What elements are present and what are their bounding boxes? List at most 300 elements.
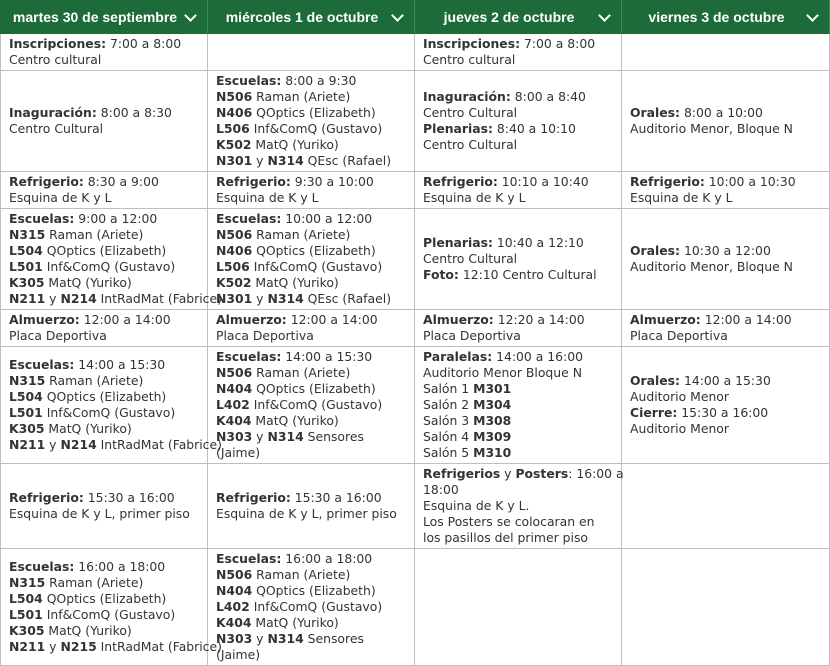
cell-text: Raman (Ariete) (252, 365, 351, 380)
cell-line (630, 373, 821, 389)
schedule-cell (622, 549, 830, 666)
schedule-cell (415, 549, 622, 666)
bold-label: Paralelas: (423, 349, 493, 364)
cell-text: Salón 5 (423, 445, 474, 460)
cell-line (216, 490, 406, 506)
schedule-cell (622, 71, 830, 172)
bold-label: Almuerzo: (423, 312, 494, 327)
cell-text: Esquina de K y L (630, 190, 733, 205)
cell-line (630, 259, 821, 275)
bold-label: N214 (60, 291, 97, 306)
cell-text: 14:00 a 15:30 (74, 357, 166, 372)
bold-label: M309 (473, 429, 512, 444)
cell-text: 14:00 a 15:30 (680, 373, 771, 388)
bold-label: L504 (9, 591, 43, 606)
cell-line (9, 275, 199, 291)
cell-text: y (45, 437, 61, 452)
bold-label: N215 (60, 639, 97, 654)
bold-label: K404 (216, 413, 252, 428)
cell-text: y (45, 291, 61, 306)
cell-line (9, 506, 199, 522)
schedule-cell (1, 310, 208, 347)
cell-text: MatQ (Yuriko) (44, 623, 132, 638)
cell-text: 8:00 a 10:00 (680, 105, 763, 120)
bold-label: K502 (216, 137, 252, 152)
cell-text: IntRadMat (Fabrice) (96, 639, 222, 654)
cell-text: Salón 1 (423, 381, 474, 396)
cell-text: QOptics (Elizabeth) (252, 243, 376, 258)
cell-line (630, 389, 821, 405)
cell-text: 7:00 a 8:00 (520, 36, 596, 51)
bold-label: N303 (216, 429, 253, 444)
schedule-cell (415, 172, 622, 209)
table-row (1, 464, 830, 549)
table-row (1, 347, 830, 464)
cell-text: 12:00 a 14:00 (700, 312, 792, 327)
cell-text: Inf&ComQ (Gustavo) (42, 259, 176, 274)
schedule-body (1, 34, 830, 666)
cell-line (216, 137, 406, 153)
cell-line (9, 36, 199, 52)
cell-line (216, 227, 406, 243)
bold-label: Posters (515, 466, 569, 481)
bold-label: Almuerzo: (216, 312, 287, 327)
schedule-cell (415, 34, 622, 71)
cell-line (9, 421, 199, 437)
bold-label: Escuelas: (9, 559, 75, 574)
cell-text: 9:00 a 12:00 (74, 211, 158, 226)
cell-line (9, 211, 199, 227)
chevron-down-icon[interactable] (806, 9, 819, 22)
cell-text: Auditorio Menor (630, 421, 729, 436)
cell-text: Esquina de K y L, primer piso (9, 506, 190, 521)
schedule-cell (1, 71, 208, 172)
cell-text: IntRadMat (Fabrice) (96, 291, 222, 306)
bold-label: N406 (216, 105, 253, 120)
cell-line (9, 291, 222, 307)
cell-line (216, 291, 406, 307)
bold-label: L501 (9, 607, 43, 622)
bold-label: Plenarias: (423, 121, 493, 136)
cell-text: Raman (Ariete) (45, 575, 144, 590)
schedule-cell (415, 209, 622, 310)
cell-text: Inf&ComQ (Gustavo) (42, 607, 176, 622)
cell-line (9, 623, 199, 639)
bold-label: M308 (473, 413, 512, 428)
schedule-cell (622, 464, 830, 549)
day-header-tuesday[interactable] (1, 1, 208, 34)
bold-label: L501 (9, 405, 43, 420)
cell-line (216, 429, 406, 445)
cell-text: Esquina de K y L (423, 190, 526, 205)
cell-line (216, 647, 406, 663)
cell-line (423, 52, 613, 68)
bold-label: K404 (216, 615, 252, 630)
cell-line (423, 349, 613, 365)
cell-text: QOptics (Elizabeth) (42, 389, 167, 404)
chevron-down-icon[interactable] (598, 9, 611, 22)
cell-text: MatQ (Yuriko) (44, 275, 132, 290)
cell-text: Sensores (303, 429, 364, 444)
cell-line (216, 615, 406, 631)
bold-label: K305 (9, 623, 45, 638)
cell-text: 16:00 a 18:00 (281, 551, 373, 566)
cell-line (216, 365, 406, 381)
cell-line (423, 397, 613, 413)
schedule-cell (1, 347, 222, 464)
cell-text: 10:10 a 10:40 (497, 174, 589, 189)
cell-text: Sensores (303, 631, 364, 646)
cell-text: Placa Deportiva (630, 328, 728, 343)
bold-label: Escuelas: (9, 357, 75, 372)
bold-label: K502 (216, 275, 252, 290)
cell-line (9, 639, 222, 655)
schedule-cell (622, 34, 830, 71)
cell-text: Centro cultural (423, 52, 516, 67)
schedule-cell (1, 172, 208, 209)
cell-line (423, 466, 624, 482)
cell-line (423, 530, 613, 546)
bold-label: N314 (267, 631, 304, 646)
bold-label: N315 (9, 575, 46, 590)
cell-line (216, 190, 406, 206)
schedule-cell (208, 34, 415, 71)
cell-text: MatQ (Yuriko) (251, 413, 339, 428)
cell-line (216, 397, 406, 413)
bold-label: L504 (9, 243, 43, 258)
cell-line (9, 259, 199, 275)
cell-line (9, 575, 199, 591)
bold-label: Refrigerio: (216, 490, 291, 505)
cell-line (216, 413, 406, 429)
cell-line (9, 437, 222, 453)
cell-line (216, 583, 406, 599)
cell-line (423, 174, 613, 190)
bold-label: Escuelas: (9, 211, 75, 226)
cell-text: Centro Cultural (423, 105, 518, 120)
bold-label: Orales: (630, 105, 680, 120)
schedule-cell (208, 172, 415, 209)
cell-line (9, 591, 199, 607)
bold-label: N506 (216, 227, 253, 242)
schedule-cell (622, 172, 830, 209)
cell-line (423, 137, 613, 153)
cell-text: 10:00 a 10:30 (704, 174, 796, 189)
cell-text: Placa Deportiva (9, 328, 107, 343)
bold-label: L504 (9, 389, 43, 404)
cell-line (630, 105, 821, 121)
bold-label: Refrigerio: (423, 174, 498, 189)
bold-label: N214 (60, 437, 97, 452)
cell-line (423, 498, 613, 514)
cell-text: Raman (Ariete) (45, 227, 144, 242)
bold-label: Cierre: (630, 405, 678, 420)
cell-text: MatQ (Yuriko) (251, 615, 339, 630)
bold-label: N314 (267, 153, 304, 168)
cell-text: 8:30 a 9:00 (83, 174, 159, 189)
schedule-cell (208, 549, 415, 666)
cell-line (216, 211, 406, 227)
cell-text: Centro Cultural (9, 121, 104, 136)
cell-text: 8:40 a 10:10 (492, 121, 576, 136)
cell-line (423, 328, 613, 344)
cell-text: 18:00 (423, 482, 459, 497)
cell-text: MatQ (Yuriko) (251, 137, 339, 152)
cell-line (216, 506, 406, 522)
cell-line (9, 607, 199, 623)
cell-text: Centro Cultural (423, 137, 518, 152)
bold-label: N301 (216, 291, 253, 306)
cell-line (216, 551, 406, 567)
bold-label: N301 (216, 153, 253, 168)
cell-text: Esquina de K y L. (423, 498, 530, 513)
cell-line (216, 243, 406, 259)
cell-text: Placa Deportiva (216, 328, 314, 343)
cell-line (423, 445, 613, 461)
cell-text: Raman (Ariete) (252, 227, 351, 242)
cell-text: Centro cultural (9, 52, 102, 67)
bold-label: Refrigerios (423, 466, 501, 481)
cell-text: Esquina de K y L (9, 190, 112, 205)
cell-text: 14:00 a 16:00 (492, 349, 583, 364)
cell-line (9, 52, 199, 68)
cell-line (423, 235, 613, 251)
bold-label: Escuelas: (216, 551, 282, 566)
cell-line (216, 259, 406, 275)
cell-line (9, 312, 199, 328)
bold-label: Almuerzo: (9, 312, 80, 327)
cell-text: 16:00 a 18:00 (74, 559, 166, 574)
cell-line (423, 365, 613, 381)
cell-text: 8:00 a 8:40 (510, 89, 586, 104)
cell-line (9, 174, 199, 190)
cell-line (9, 389, 199, 405)
cell-line (423, 89, 613, 105)
bold-label: N506 (216, 567, 253, 582)
table-row (1, 549, 830, 666)
cell-line (630, 121, 821, 137)
schedule-cell (208, 310, 415, 347)
cell-text: 10:40 a 12:10 (492, 235, 584, 250)
bold-label: Foto: (423, 267, 459, 282)
cell-line (423, 482, 613, 498)
bold-label: Refrigerio: (9, 490, 84, 505)
cell-text: 8:00 a 8:30 (96, 105, 172, 120)
cell-line (630, 328, 821, 344)
schedule-header (1, 1, 830, 34)
schedule-cell (208, 71, 415, 172)
bold-label: Orales: (630, 373, 680, 388)
cell-line (423, 105, 613, 121)
cell-text: Placa Deportiva (423, 328, 521, 343)
cell-text: Inf&ComQ (Gustavo) (249, 397, 383, 412)
bold-label: Refrigerio: (9, 174, 84, 189)
cell-line (9, 559, 199, 575)
cell-text: Raman (Ariete) (45, 373, 144, 388)
cell-line (423, 121, 613, 137)
bold-label: N211 (9, 291, 46, 306)
bold-label: Escuelas: (216, 73, 282, 88)
cell-text: IntRadMat (Fabrice) (96, 437, 222, 452)
cell-text: QOptics (Elizabeth) (252, 583, 376, 598)
schedule-cell (208, 347, 415, 464)
cell-text: 14:00 a 15:30 (281, 349, 373, 364)
bold-label: N211 (9, 437, 46, 452)
cell-text: y (252, 631, 268, 646)
cell-line (423, 190, 613, 206)
cell-text: Auditorio Menor Bloque N (423, 365, 582, 380)
cell-text: 8:00 a 9:30 (281, 73, 357, 88)
cell-text: 15:30 a 16:00 (83, 490, 175, 505)
cell-line (9, 243, 199, 259)
cell-text: MatQ (Yuriko) (44, 421, 132, 436)
cell-text: Salón 4 (423, 429, 474, 444)
day-header-friday[interactable] (622, 1, 830, 34)
cell-line (216, 599, 406, 615)
cell-text: 12:10 Centro Cultural (458, 267, 597, 282)
schedule-cell (415, 464, 622, 549)
cell-line (216, 121, 406, 137)
bold-label: N211 (9, 639, 46, 654)
bold-label: N406 (216, 243, 253, 258)
bold-label: Inscripciones: (423, 36, 521, 51)
cell-line (9, 105, 199, 121)
cell-text: QOptics (Elizabeth) (42, 591, 167, 606)
cell-text: : 16:00 a (568, 466, 624, 481)
cell-text: 10:30 a 12:00 (680, 243, 771, 258)
bold-label: M310 (473, 445, 512, 460)
schedule-cell (208, 464, 415, 549)
cell-line (216, 153, 406, 169)
cell-text: (Jaime) (216, 647, 261, 662)
bold-label: M301 (473, 381, 512, 396)
cell-text: Raman (Ariete) (252, 89, 351, 104)
cell-line (630, 312, 821, 328)
cell-line (630, 174, 821, 190)
cell-line (423, 429, 613, 445)
day-header-thursday[interactable] (415, 1, 622, 34)
cell-text: 15:30 a 16:00 (677, 405, 769, 420)
bold-label: Escuelas: (216, 211, 282, 226)
cell-text: Centro Cultural (423, 251, 518, 266)
cell-text: y (252, 291, 268, 306)
cell-line (216, 445, 406, 461)
cell-text: 7:00 a 8:00 (106, 36, 182, 51)
bold-label: L501 (9, 259, 43, 274)
bold-label: L506 (216, 259, 250, 274)
schedule-cell (415, 71, 622, 172)
schedule-cell (1, 464, 208, 549)
cell-line (9, 227, 199, 243)
cell-text: QOptics (Elizabeth) (252, 105, 376, 120)
bold-label: N314 (267, 291, 304, 306)
cell-line (9, 328, 199, 344)
table-row (1, 310, 830, 347)
cell-line (9, 490, 199, 506)
bold-label: Inscripciones: (9, 36, 107, 51)
cell-line (9, 405, 199, 421)
day-header-label: martes 30 de septiembre (12, 9, 178, 25)
schedule-cell (622, 347, 830, 464)
cell-line (216, 567, 406, 583)
cell-line (9, 121, 199, 137)
table-row (1, 34, 830, 71)
cell-line (630, 190, 821, 206)
bold-label: Almuerzo: (630, 312, 701, 327)
schedule-cell (415, 310, 622, 347)
bold-label: N506 (216, 365, 253, 380)
cell-text: 10:00 a 12:00 (281, 211, 373, 226)
bold-label: L506 (216, 121, 250, 136)
bold-label: Escuelas: (216, 349, 282, 364)
day-header-label: miércoles 1 de octubre (225, 9, 379, 25)
cell-text: (Jaime) (216, 445, 261, 460)
cell-text: 12:00 a 14:00 (286, 312, 378, 327)
cell-text: y (500, 466, 516, 481)
bold-label: L402 (216, 599, 250, 614)
cell-line (630, 243, 821, 259)
bold-label: N506 (216, 89, 253, 104)
table-row (1, 172, 830, 209)
schedule-cell (622, 209, 830, 310)
cell-text: los pasillos del primer piso (423, 530, 588, 545)
cell-line (9, 373, 199, 389)
cell-line (423, 514, 613, 530)
schedule-cell (415, 347, 622, 464)
cell-line (216, 89, 406, 105)
cell-text: Inf&ComQ (Gustavo) (249, 121, 383, 136)
cell-line (423, 36, 613, 52)
cell-text: Salón 2 (423, 397, 474, 412)
cell-line (630, 405, 821, 421)
schedule-cell (1, 34, 208, 71)
bold-label: Refrigerio: (216, 174, 291, 189)
bold-label: N404 (216, 381, 253, 396)
cell-text: QOptics (Elizabeth) (42, 243, 167, 258)
cell-line (216, 174, 406, 190)
cell-text: y (252, 429, 268, 444)
cell-text: Salón 3 (423, 413, 474, 428)
cell-text: Los Posters se colocaran en (423, 514, 595, 529)
table-row (1, 209, 830, 310)
cell-line (9, 357, 199, 373)
cell-text: Inf&ComQ (Gustavo) (249, 259, 383, 274)
cell-text: Esquina de K y L, primer piso (216, 506, 397, 521)
cell-line (216, 349, 406, 365)
cell-line (423, 267, 613, 283)
bold-label: N404 (216, 583, 253, 598)
bold-label: Refrigerio: (630, 174, 705, 189)
bold-label: K305 (9, 275, 45, 290)
cell-line (423, 251, 613, 267)
cell-line (423, 413, 613, 429)
cell-line (216, 312, 406, 328)
cell-line (216, 631, 406, 647)
bold-label: L402 (216, 397, 250, 412)
cell-text: Auditorio Menor (630, 389, 729, 404)
cell-text: Inf&ComQ (Gustavo) (249, 599, 383, 614)
cell-text: Auditorio Menor, Bloque N (630, 121, 793, 136)
bold-label: N303 (216, 631, 253, 646)
schedule-cell (622, 310, 830, 347)
bold-label: K305 (9, 421, 45, 436)
cell-text: Auditorio Menor, Bloque N (630, 259, 793, 274)
bold-label: M304 (473, 397, 512, 412)
cell-line (216, 381, 406, 397)
cell-line (630, 421, 821, 437)
bold-label: Inaguración: (9, 105, 97, 120)
day-header-wednesday[interactable] (208, 1, 415, 34)
